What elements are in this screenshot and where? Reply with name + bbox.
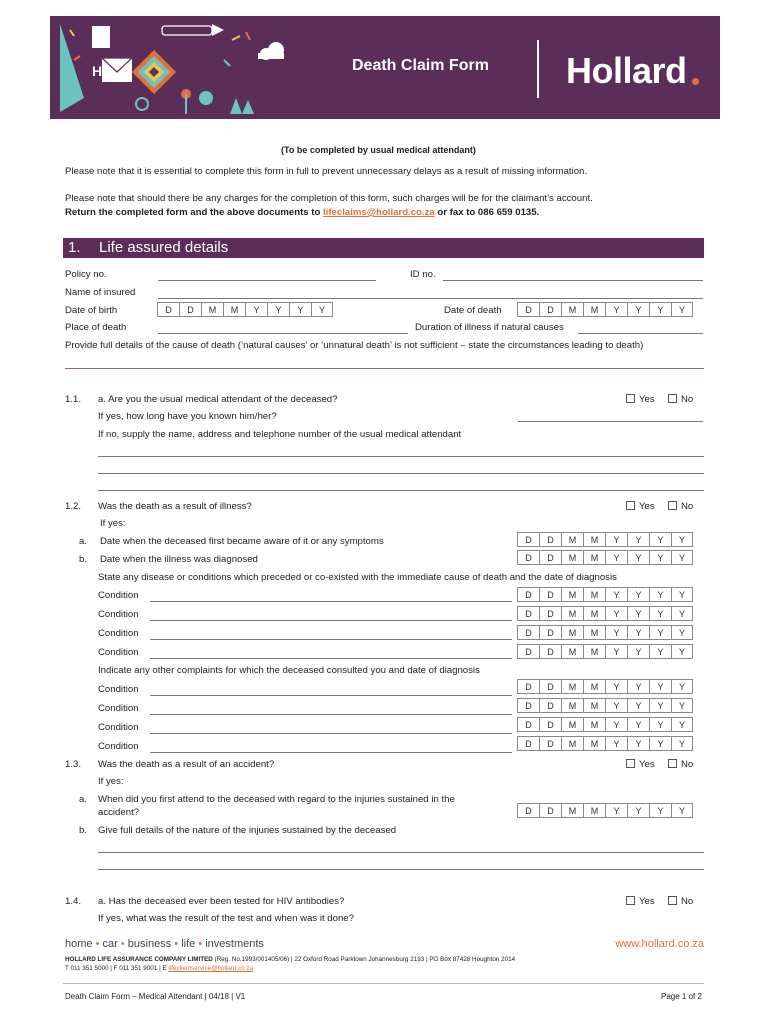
date-of-death-label: Date of death [444,305,502,316]
q12-a-text: Date when the deceased first became aware of it or any symptoms [100,536,384,547]
q14-question: a. Has the deceased ever been tested for HIV antibodies? [98,896,345,907]
q12-a-label: a. [79,536,88,547]
condition-date-boxes[interactable]: D D M M Y Y Y Y [517,717,693,732]
condition-field[interactable] [150,714,512,715]
section-title: Life assured details [99,239,229,256]
date-of-death-boxes[interactable]: D D M M Y Y Y Y [517,302,693,317]
document-reference: Death Claim Form – Medical Attendant | 04/18 | V1 [65,992,246,1001]
condition-date-boxes[interactable]: D D M M Y Y Y Y [517,625,693,640]
policy-no-field[interactable] [158,280,376,281]
q12-number: 1.2. [65,501,82,512]
q13-a-date-boxes[interactable]: D D M M Y Y Y Y [517,803,693,818]
condition-label: Condition [98,684,139,695]
q13-injuries-line-1[interactable] [98,852,704,853]
q11-attendant-line-2[interactable] [98,473,704,474]
q12-yes-checkbox[interactable]: Yes [626,501,655,512]
q12-question: Was the death as a result of illness? [98,501,252,512]
id-no-label: ID no. [410,269,436,280]
q11-attendant-line-3[interactable] [98,490,704,491]
client-service-email-link[interactable]: lifeclientservice@hollard.co.za [168,965,254,972]
q11-question: a. Are you the usual medical attendant of the deceased? [98,394,338,405]
condition-field[interactable] [150,695,512,696]
condition-label: Condition [98,628,139,639]
svg-text:H.: H. [92,63,106,79]
q12-b-label: b. [79,554,88,565]
q13-a-text-line-1: When did you first attend to the deceased with regard to the injuries sustained in the [98,794,455,805]
q13-no-checkbox[interactable]: No [668,759,693,770]
q13-number: 1.3. [65,759,82,770]
date-of-birth-boxes[interactable]: D D M M Y Y Y Y [157,302,333,317]
website-link[interactable]: www.hollard.co.za [615,938,704,950]
condition-label: Condition [98,609,139,620]
q14-yes-checkbox[interactable]: Yes [626,896,655,907]
duration-field[interactable] [578,333,703,334]
condition-date-boxes[interactable]: D D M M Y Y Y Y [517,679,693,694]
id-no-field[interactable] [443,280,703,281]
q12-b-text: Date when the illness was diagnosed [100,554,258,565]
q13-question: Was the death as a result of an accident? [98,759,275,770]
q13-yes-checkbox[interactable]: Yes [626,759,655,770]
q12-indicate-label: Indicate any other complaints for which the deceased consulted you and date of diagnosis [98,665,480,676]
condition-field[interactable] [150,620,512,621]
company-details: HOLLARD LIFE ASSURANCE COMPANY LIMITED (Reg. No.1993/001405/06) | 22 Oxford Road Parktown Johannesburg 2193 | PO Box 87428 Houghton 2014 [65,956,516,963]
decorative-illustration [54,20,284,116]
return-instructions: Return the completed form and the above documents to lifeclaims@hollard.co.za or fax to 086 659 0135. [65,207,540,218]
place-of-death-field[interactable] [158,333,408,334]
q12-a-date-boxes[interactable]: D D M M Y Y Y Y [517,532,693,547]
footer-tagline: home • car • business • life • investments [65,938,264,950]
q13-a-label: a. [79,794,88,805]
form-subtitle: (To be completed by usual medical attendant) [281,145,476,155]
q13-injuries-line-2[interactable] [98,869,704,870]
q11-no-checkbox[interactable]: No [668,394,693,405]
condition-label: Condition [98,590,139,601]
condition-date-boxes[interactable]: D D M M Y Y Y Y [517,644,693,659]
q12-state-label: State any disease or conditions which preceded or co-existed with the immediate cause of death and the date of diagnosis [98,572,617,583]
name-of-insured-label: Name of insured [65,287,136,298]
condition-date-boxes[interactable]: D D M M Y Y Y Y [517,736,693,751]
section-1-header [63,238,704,258]
cause-details-field[interactable] [65,368,704,369]
date-of-birth-label: Date of birth [65,305,118,316]
condition-label: Condition [98,647,139,658]
condition-field[interactable] [150,752,512,753]
q11-attendant-line-1[interactable] [98,456,704,457]
condition-field[interactable] [150,733,512,734]
hollard-logo: Hollard [566,50,687,91]
claims-email-link[interactable]: lifeclaims@hollard.co.za [323,207,435,218]
q12-if-yes: If yes: [100,518,126,529]
section-number: 1. [68,239,81,256]
q14-no-checkbox[interactable]: No [668,896,693,907]
condition-label: Condition [98,722,139,733]
q14-result-label: If yes, what was the result of the test and when was it done? [98,913,354,924]
q13-b-text: Give full details of the nature of the injuries sustained by the deceased [98,825,397,836]
condition-date-boxes[interactable]: D D M M Y Y Y Y [517,698,693,713]
q12-b-date-boxes[interactable]: D D M M Y Y Y Y [517,550,693,565]
q11-number: 1.1. [65,394,82,405]
contact-details: T 011 351 5000 | F 011 351 9001 | E lifeclientservice@hollard.co.za [65,965,254,972]
q13-a-text-line-2: accident? [98,807,140,818]
q12-no-checkbox[interactable]: No [668,501,693,512]
footer-divider [63,983,704,984]
q13-if-yes: If yes: [98,776,124,787]
header-divider [537,40,539,98]
page-number: Page 1 of 2 [661,992,702,1001]
condition-field[interactable] [150,658,512,659]
duration-label: Duration of illness if natural causes [415,322,564,333]
condition-field[interactable] [150,601,512,602]
q13-b-label: b. [79,825,88,836]
q11-how-long-label: If yes, how long have you known him/her? [98,411,277,422]
q11-how-long-field[interactable] [518,421,703,422]
condition-field[interactable] [150,639,512,640]
q11-yes-checkbox[interactable]: Yes [626,394,655,405]
q11-if-no-label: If no, supply the name, address and telephone number of the usual medical attendant [98,429,462,440]
condition-date-boxes[interactable]: D D M M Y Y Y Y [517,606,693,621]
cause-details-label: Provide full details of the cause of death (‘natural causes’ or ‘unnatural death’ is not sufficient – state the circumstances leading to death) [65,340,644,351]
place-of-death-label: Place of death [65,322,127,333]
condition-label: Condition [98,741,139,752]
logo-dot-icon [692,78,699,85]
policy-no-label: Policy no. [65,269,107,280]
name-of-insured-field[interactable] [158,298,703,299]
condition-label: Condition [98,703,139,714]
form-title: Death Claim Form [352,57,489,74]
q14-number: 1.4. [65,896,82,907]
intro-note-2: Please note that should there be any charges for the completion of this form, such charges will be for the claimant’s account. [65,193,593,204]
condition-date-boxes[interactable]: D D M M Y Y Y Y [517,587,693,602]
intro-note-1: Please note that it is essential to complete this form in full to prevent unnecessary delays as a result of missing information. [65,166,588,177]
